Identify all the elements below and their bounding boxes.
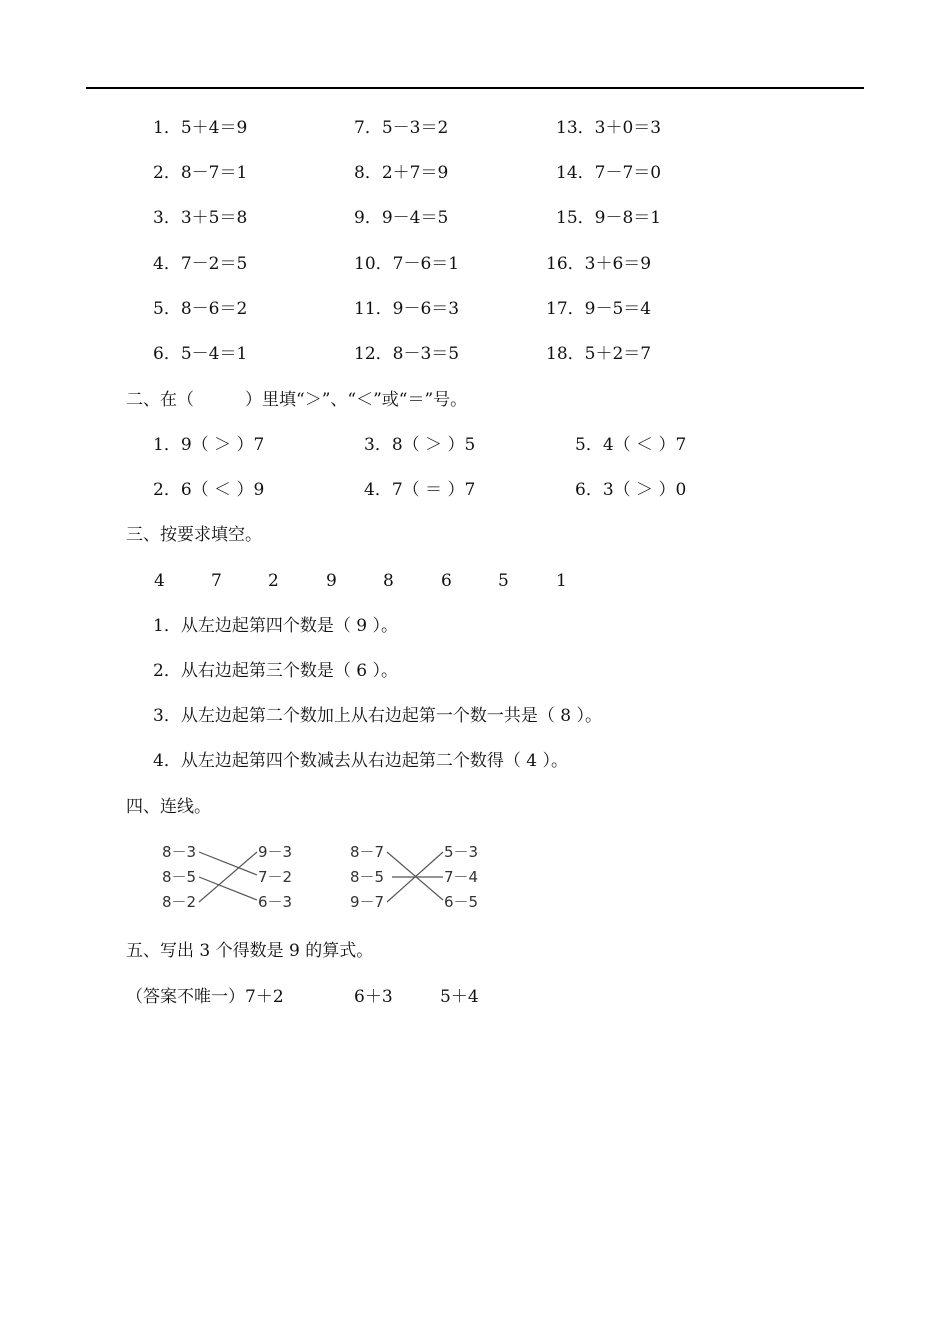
match-right-label: 7－2 bbox=[258, 868, 293, 886]
matching-diagram-1 bbox=[162, 840, 302, 916]
compare-item: 1．9（ ＞ ）7 bbox=[153, 435, 265, 455]
equation-answer: 5＋4 bbox=[440, 987, 479, 1007]
match-left-label: 9－7 bbox=[350, 893, 385, 911]
section-5-title: 五、写出 3 个得数是 9 的算式。 bbox=[126, 941, 374, 961]
answer-item: 2．8－7＝1 bbox=[153, 163, 248, 183]
sequence-number: 1 bbox=[556, 571, 567, 591]
answer-note: （答案不唯一）7＋2 bbox=[126, 987, 284, 1007]
answer-item: 15．9－8＝1 bbox=[556, 208, 662, 228]
answer-item: 17．9－5＝4 bbox=[546, 299, 652, 319]
match-left-label: 8－5 bbox=[162, 868, 197, 886]
answer-item: 7．5－3＝2 bbox=[354, 118, 449, 138]
fill-question: 1．从左边起第四个数是（ 9 ）。 bbox=[153, 616, 398, 636]
answer-item: 1．5＋4＝9 bbox=[153, 118, 248, 138]
answer-item: 3．3＋5＝8 bbox=[153, 208, 248, 228]
answer-item: 6．5－4＝1 bbox=[153, 344, 248, 364]
compare-item: 4．7（ ＝ ）7 bbox=[364, 480, 476, 500]
section-4-title: 四、连线。 bbox=[126, 797, 211, 817]
equation-answer: 6＋3 bbox=[354, 987, 393, 1007]
fill-question: 2．从右边起第三个数是（ 6 ）。 bbox=[153, 661, 398, 681]
answer-item: 13．3＋0＝3 bbox=[556, 118, 662, 138]
matching-diagram-2 bbox=[350, 840, 490, 916]
match-left-label: 8－2 bbox=[162, 893, 197, 911]
answer-item: 8．2＋7＝9 bbox=[354, 163, 449, 183]
sequence-number: 9 bbox=[326, 571, 337, 591]
match-right-label: 7－4 bbox=[444, 868, 479, 886]
match-right-label: 6－5 bbox=[444, 893, 479, 911]
match-left-label: 8－5 bbox=[350, 868, 385, 886]
match-right-label: 9－3 bbox=[258, 843, 293, 861]
answer-item: 14．7－7＝0 bbox=[556, 163, 662, 183]
match-line bbox=[199, 877, 257, 900]
sequence-number: 6 bbox=[441, 571, 452, 591]
compare-item: 3．8（ ＞ ）5 bbox=[364, 435, 476, 455]
answer-item: 11．9－6＝3 bbox=[354, 299, 460, 319]
answer-item: 4．7－2＝5 bbox=[153, 254, 248, 274]
answer-item: 12．8－3＝5 bbox=[354, 344, 460, 364]
header-rule bbox=[86, 87, 864, 89]
match-right-label: 5－3 bbox=[444, 843, 479, 861]
section-3-title: 三、按要求填空。 bbox=[126, 525, 262, 545]
sequence-number: 8 bbox=[383, 571, 394, 591]
match-left-label: 8－3 bbox=[162, 843, 197, 861]
sequence-number: 4 bbox=[154, 571, 165, 591]
compare-item: 6．3（ ＞ ）0 bbox=[575, 480, 687, 500]
answer-item: 9．9－4＝5 bbox=[354, 208, 449, 228]
answer-item: 18．5＋2＝7 bbox=[546, 344, 652, 364]
compare-item: 5．4（ ＜ ）7 bbox=[575, 435, 687, 455]
match-right-label: 6－3 bbox=[258, 893, 293, 911]
fill-question: 3．从左边起第二个数加上从右边起第一个数一共是（ 8 ）。 bbox=[153, 706, 602, 726]
answer-item: 10．7－6＝1 bbox=[354, 254, 460, 274]
match-line bbox=[199, 852, 257, 902]
answer-item: 5．8－6＝2 bbox=[153, 299, 248, 319]
sequence-number: 5 bbox=[498, 571, 509, 591]
section-2-title: 二、在（ ）里填“＞”、“＜”或“＝”号。 bbox=[126, 390, 468, 410]
fill-question: 4．从左边起第四个数减去从右边起第二个数得（ 4 ）。 bbox=[153, 751, 568, 771]
sequence-number: 7 bbox=[211, 571, 222, 591]
answer-item: 16．3＋6＝9 bbox=[546, 254, 652, 274]
sequence-number: 2 bbox=[268, 571, 279, 591]
compare-item: 2．6（ ＜ ）9 bbox=[153, 480, 265, 500]
match-left-label: 8－7 bbox=[350, 843, 385, 861]
match-line bbox=[199, 852, 257, 875]
